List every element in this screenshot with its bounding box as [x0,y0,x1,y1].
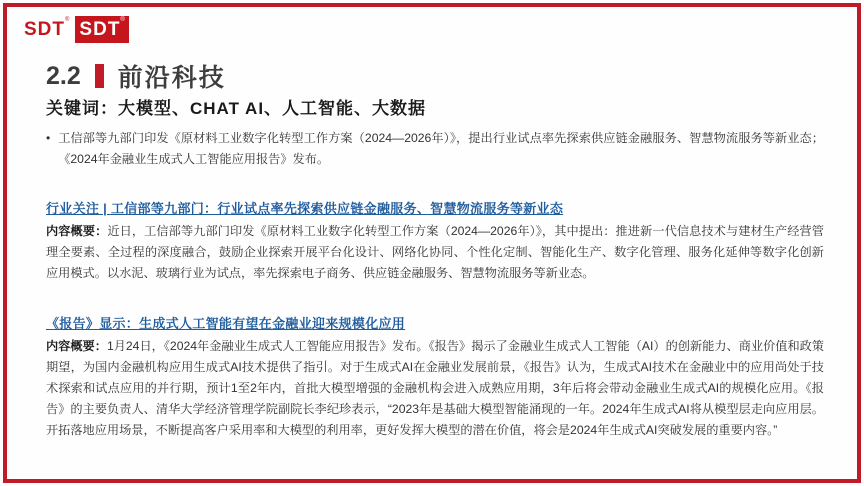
section-2-headline-link[interactable]: 《报告》显示：生成式人工智能有望在金融业迎来规模化应用 [46,316,406,331]
keywords-line: 关键词：大模型、CHAT AI、人工智能、大数据 [46,99,427,118]
section-number: 2.2 [46,61,81,90]
section-1-body [46,221,824,284]
logo-sdt-right [75,16,128,43]
summary-bullet-text: 工信部等九部门印发《原材料工业数字化转型工作方案（2024—2026年）》，提出行业试点率先探索供应链金融服务、智慧物流服务等新业态；《2024年金融业生成式人工智能应用报告》发布。 [58,131,824,166]
section-1-body-text: 近日，工信部等九部门印发《原材料工业数字化转型工作方案（2024—2026年）》，其中提出：推进新一代信息技术与建材生产经营管理全要素、全过程的深度融合，鼓励企业探索开展平台化设计、网络化协同、个性化定制、智能化生产、数字化管理、服务化延伸等数字化创新应用模式。以水泥、玻璃行业为试点，率先探索电子商务、供应链金融服务、智慧物流服务等新业态。 [46,224,824,280]
bullet-icon: • [46,131,51,145]
logo-sdt-left [22,16,72,43]
registered-mark-icon: ® [120,17,125,23]
logo [22,16,129,43]
summary-bullet [46,128,824,170]
registered-mark-icon: ® [65,17,70,23]
section-2-body-text: 1月24日，《2024年金融业生成式人工智能应用报告》发布。《报告》揭示了金融业生成式人工智能（AI）的创新能力、商业价值和政策期望，为国内金融机构应用生成式AI技术提供了指引。对于生成式AI在金融业发展前景，《报告》认为，生成式AI技术在金融业中的应用尚处于技术探索和试点应用的并行期，预计1至2年内，首批大模型增强的金融机构会进入成熟应用期，3年后将会带动金融业生成式AI的规模化应用。《报告》的主要负责人、清华大学经济管理学院副院长李纪珍表示，“2023年是基础大模型智能涌现的一年。2024年生成式AI将从模型层走向应用层。开拓落地应用场景，不断提高客户采用率和大模型的利用率，更好发挥大模型的潜在价值，将会是2024年生成式AI突破发展的重要内容。” [46,339,825,437]
logo-text-left: SDT [24,19,65,40]
section-2-body [46,336,824,441]
heading-accent-bar [95,64,104,88]
section-heading-row [46,58,226,94]
section-1-headline-link[interactable]: 行业关注 | 工信部等九部门：行业试点率先探索供应链金融服务、智慧物流服务等新业态 [46,201,564,216]
logo-text-right: SDT [79,19,121,40]
section-1-body-label: 内容概要： [46,224,108,238]
page-title: 前沿科技 [117,64,226,92]
section-2-body-label: 内容概要： [46,339,107,353]
